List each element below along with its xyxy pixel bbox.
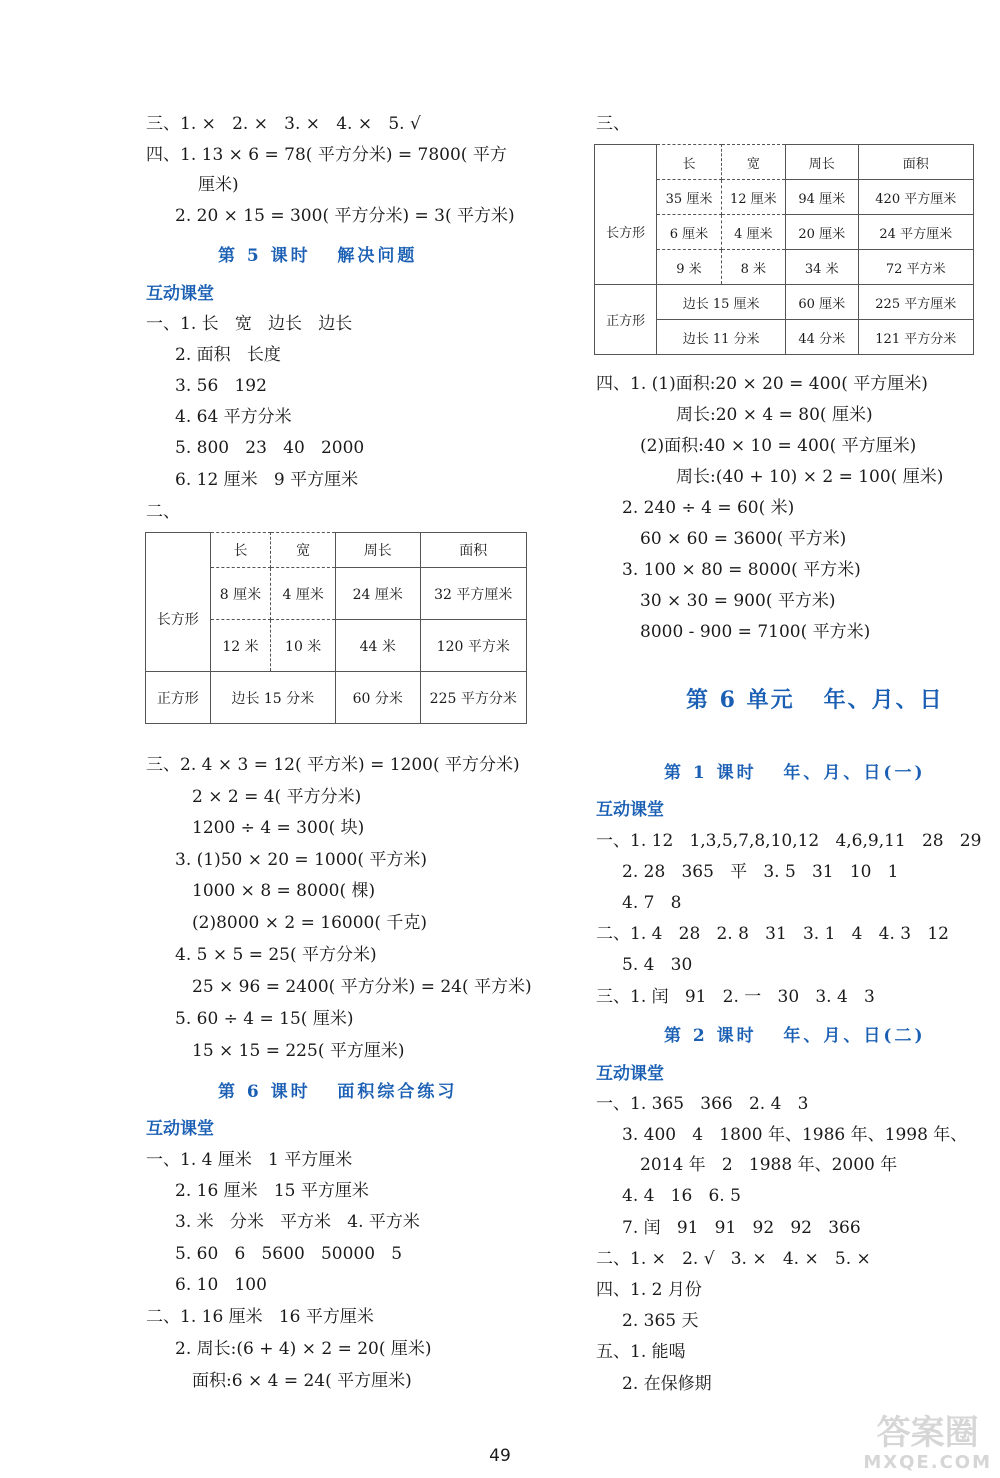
lesson-heading: 第 5 课时 解决问题 [218,246,418,266]
answer-line: 6. 10 100 [175,1275,267,1295]
table-cell: 12 厘米 [721,180,785,215]
table-cell: 44 米 [336,620,421,672]
answer-line: 二、1. 16 厘米 16 平方厘米 [146,1307,374,1327]
answer-line: 2. 在保修期 [622,1374,712,1394]
section-label: 互动课堂 [596,1064,664,1084]
answer-line: (2)8000 × 2 = 16000( 千克) [192,913,428,933]
answer-line: 5. 60 ÷ 4 = 15( 厘米) [175,1009,354,1029]
answer-line: 4. 7 8 [622,893,682,913]
answer-line: 30 × 30 = 900( 平方米) [640,591,836,611]
answer-line: 四、1. (1)面积:20 × 20 = 400( 平方厘米) [596,374,928,394]
unit-title: 第 6 单元 年、月、日 [686,687,944,713]
answer-line: 一、1. 12 1,3,5,7,8,10,12 4,6,9,11 28 29 [596,831,982,851]
answer-line: 1000 × 8 = 8000( 棵) [192,881,376,901]
answer-line: 周长:(40 + 10) × 2 = 100( 厘米) [676,467,944,487]
answer-line: 一、1. 长 宽 边长 边长 [146,314,353,334]
answer-line: 3. (1)50 × 20 = 1000( 平方米) [175,850,428,870]
table-cell: 边长 11 分米 [657,320,786,355]
answer-line: 2. 28 365 平 3. 5 31 10 1 [622,862,899,882]
table-cell: 12 米 [210,620,271,672]
answer-line: 3. 56 192 [175,376,267,396]
answer-line: 三、1. 闰 91 2. 一 30 3. 4 3 [596,987,875,1007]
table-cell: 10 米 [271,620,336,672]
table-row-label: 长方形 [146,568,211,672]
answer-line: 5. 4 30 [622,955,693,975]
table-cell: 4 厘米 [721,215,785,250]
answer-line: 厘米) [198,175,239,195]
table-row-label: 正方形 [595,285,657,355]
table-row-label: 长方形 [595,180,657,285]
answer-line: 一、1. 4 厘米 1 平方厘米 [146,1150,353,1170]
answer-line: 2. 240 ÷ 4 = 60( 米) [622,498,795,518]
answer-line: 周长:20 × 4 = 80( 厘米) [676,405,873,425]
table-cell: 20 厘米 [786,215,859,250]
table-cell: 8 厘米 [210,568,271,620]
table-cell: 72 平方米 [858,250,973,285]
answer-line: 1200 ÷ 4 = 300( 块) [192,818,365,838]
table-cell: 35 厘米 [657,180,721,215]
watermark-logo [863,1413,992,1478]
table-cell: 边长 15 厘米 [657,285,786,320]
table-header: 宽 [271,533,336,568]
section-label: 互动课堂 [146,1119,214,1139]
table-cell: 边长 15 分米 [210,672,335,724]
table-cell: 120 平方米 [420,620,526,672]
table-cell: 44 分米 [786,320,859,355]
table-cell: 420 平方厘米 [858,180,973,215]
answer-line: 2014 年 2 1988 年、2000 年 [640,1155,898,1175]
table-header: 周长 [336,533,421,568]
answer-line: 4. 64 平方分米 [175,407,292,427]
table-header: 长 [657,145,721,180]
table-cell: 60 分米 [336,672,421,724]
table-cell: 9 米 [657,250,721,285]
watermark-text: 答案圈 [876,1413,979,1453]
watermark-url: MXQE.COM [863,1452,992,1473]
answer-line: 6. 12 厘米 9 平方厘米 [175,470,359,490]
answer-line: 2 × 2 = 4( 平方分米) [192,787,362,807]
answer-line: 2. 20 × 15 = 300( 平方分米) = 3( 平方米) [175,206,515,226]
answer-line: 5. 60 6 5600 50000 5 [175,1244,403,1264]
table-cell: 225 平方分米 [420,672,526,724]
answer-line: 面积:6 × 4 = 24( 平方厘米) [192,1371,412,1391]
answer-line: 2. 面积 长度 [175,345,281,365]
answer-line: 五、1. 能喝 [596,1342,686,1362]
rect-square-table-2 [594,144,974,355]
table-header: 周长 [786,145,859,180]
table-cell: 225 平方厘米 [858,285,973,320]
answer-line: 2. 16 厘米 15 平方厘米 [175,1181,369,1201]
answer-line: 3. 米 分米 平方米 4. 平方米 [175,1212,420,1232]
answer-line: 7. 闰 91 91 92 92 366 [622,1218,861,1238]
answer-line: 四、1. 13 × 6 = 78( 平方分米) = 7800( 平方 [146,145,507,165]
answer-line: 60 × 60 = 3600( 平方米) [640,529,847,549]
answer-line: 三、2. 4 × 3 = 12( 平方米) = 1200( 平方分米) [146,755,520,775]
section-label: 互动课堂 [146,284,214,304]
answer-line: 二、1. × 2. √ 3. × 4. × 5. × [596,1249,871,1269]
answer-line: 2. 周长:(6 + 4) × 2 = 20( 厘米) [175,1339,432,1359]
answer-line: 二、1. 4 28 2. 8 31 3. 1 4 4. 3 12 [596,924,949,944]
answer-line: 25 × 96 = 2400( 平方分米) = 24( 平方米) [192,977,532,997]
table-cell: 94 厘米 [786,180,859,215]
answer-line: 三、1. × 2. × 3. × 4. × 5. √ [146,114,421,134]
answer-line: 8000 - 900 = 7100( 平方米) [640,622,871,642]
table-cell: 34 米 [786,250,859,285]
answer-line: 3. 400 4 1800 年、1986 年、1998 年、 [622,1125,968,1145]
table-cell: 8 米 [721,250,785,285]
table-cell: 121 平方分米 [858,320,973,355]
answer-line: 三、 [596,114,630,134]
lesson-heading: 第 6 课时 面积综合练习 [218,1082,458,1102]
table-cell: 24 厘米 [336,568,421,620]
answer-line: (2)面积:40 × 10 = 400( 平方厘米) [640,436,917,456]
table-cell: 24 平方厘米 [858,215,973,250]
answer-line: 4. 5 × 5 = 25( 平方分米) [175,945,377,965]
answer-line: 一、1. 365 366 2. 4 3 [596,1094,809,1114]
page-number: 49 [489,1446,511,1466]
table-header: 宽 [721,145,785,180]
lesson-heading: 第 2 课时 年、月、日(二) [664,1026,926,1046]
section-label: 互动课堂 [596,800,664,820]
table-header: 面积 [420,533,526,568]
table-cell: 32 平方厘米 [420,568,526,620]
answer-line: 3. 100 × 80 = 8000( 平方米) [622,560,861,580]
answer-line: 四、1. 2 月份 [596,1280,702,1300]
rect-square-table [145,532,527,724]
answer-line: 5. 800 23 40 2000 [175,438,365,458]
table-cell: 4 厘米 [271,568,336,620]
table-header: 面积 [858,145,973,180]
lesson-heading: 第 1 课时 年、月、日(一) [664,763,926,783]
answer-line: 15 × 15 = 225( 平方厘米) [192,1041,405,1061]
table-cell: 60 厘米 [786,285,859,320]
answer-line: 二、 [146,502,180,522]
answer-line: 2. 365 天 [622,1311,699,1331]
answer-line: 4. 4 16 6. 5 [622,1186,741,1206]
table-cell: 6 厘米 [657,215,721,250]
table-row-label: 正方形 [146,672,211,724]
table-header: 长 [210,533,271,568]
